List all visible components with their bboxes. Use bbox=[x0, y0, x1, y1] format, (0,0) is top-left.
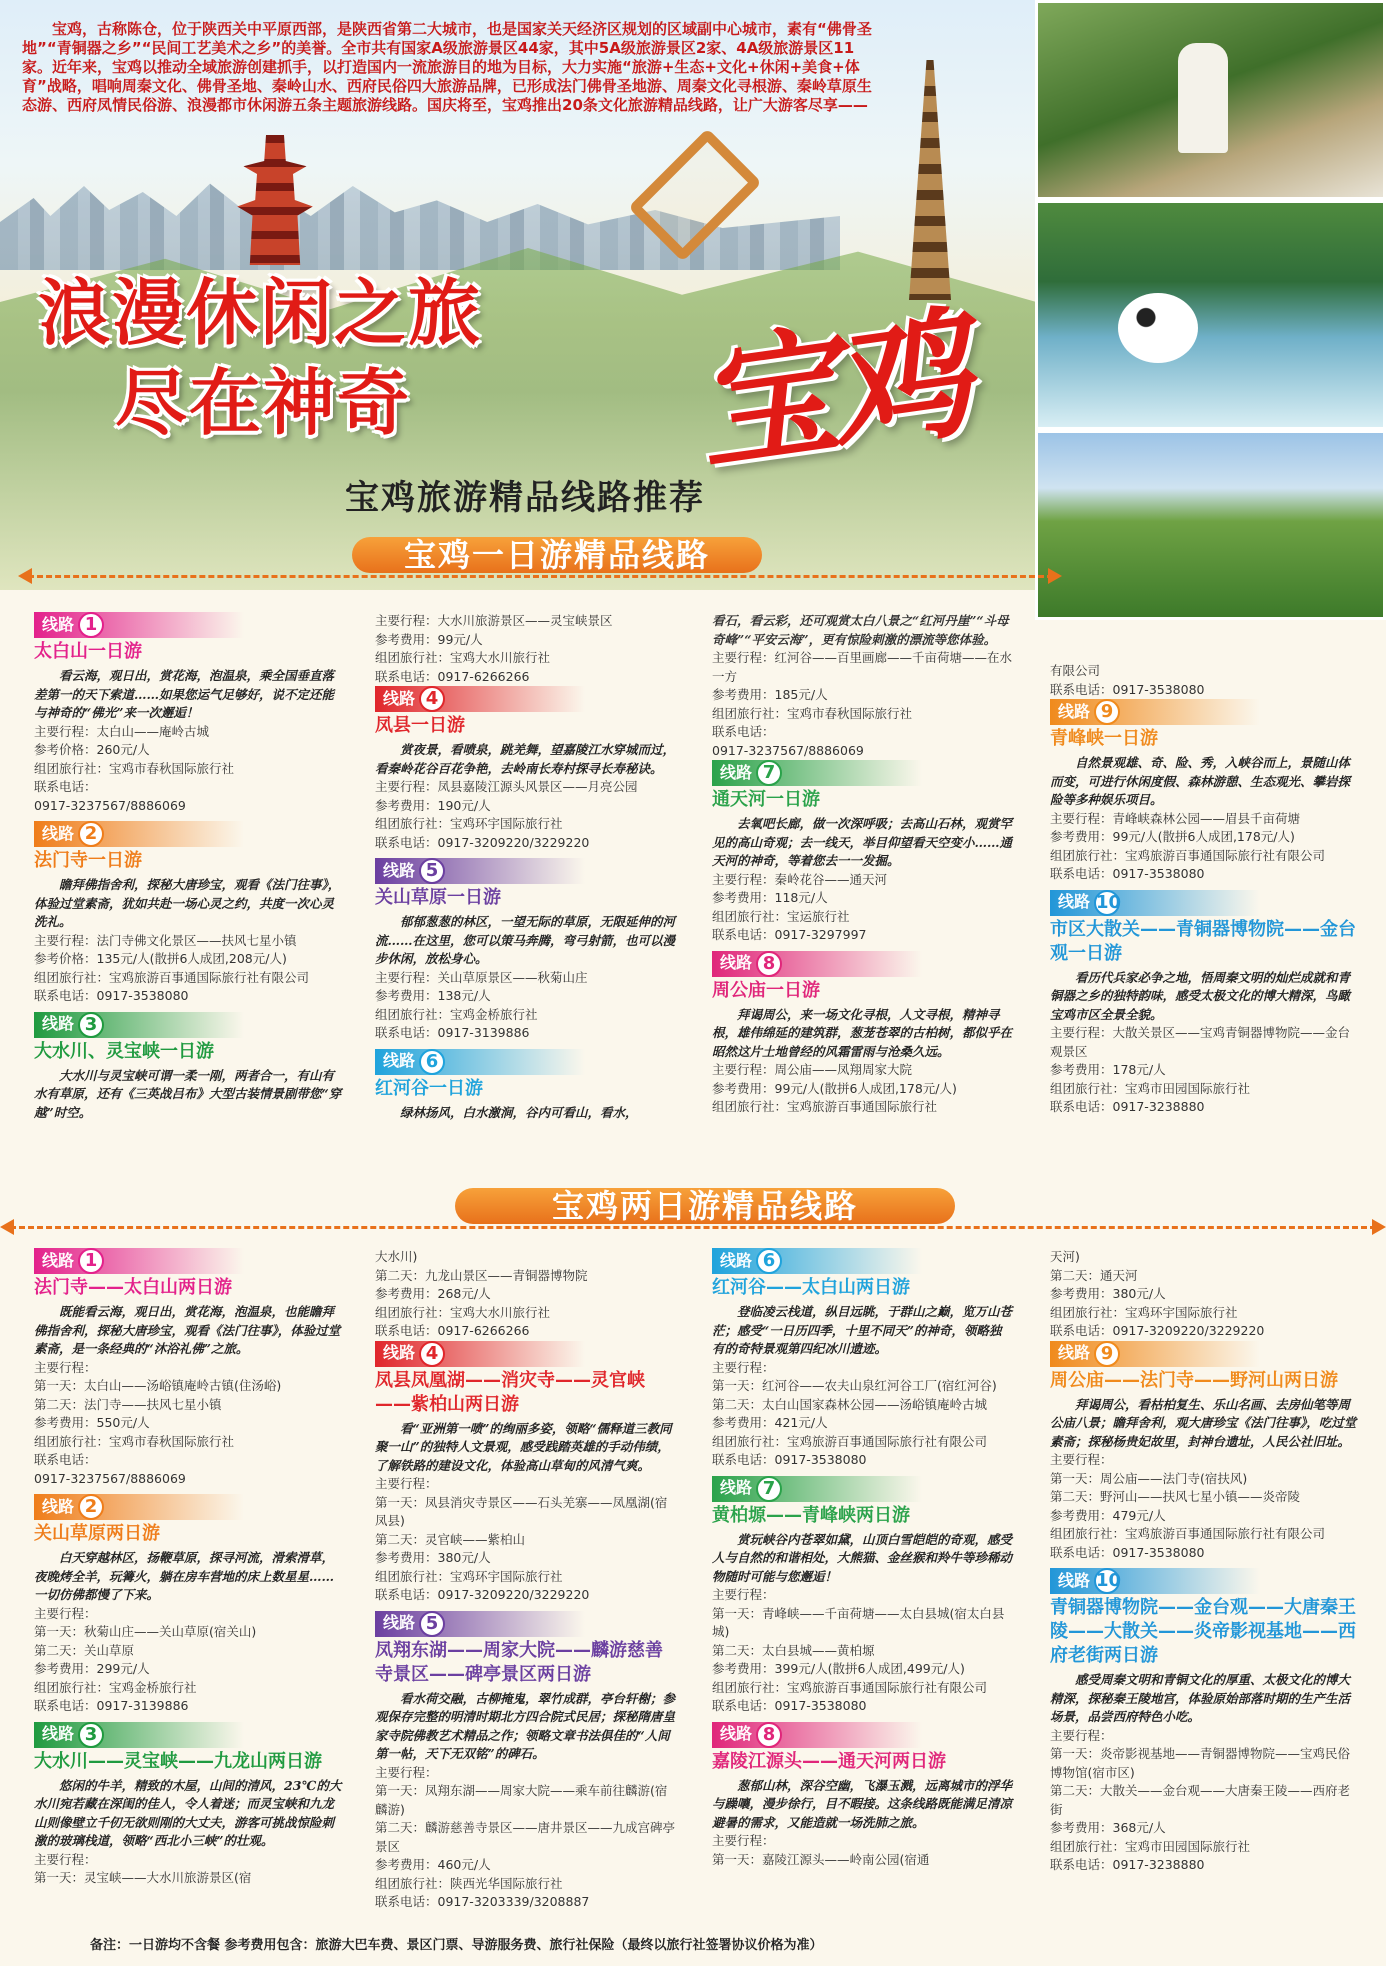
route-info-line: 主要行程： bbox=[1050, 1452, 1113, 1467]
arrow-left-icon bbox=[0, 1219, 14, 1235]
one-day-column-3 bbox=[712, 612, 1012, 1123]
route-info-line: 联系电话：0917-3209220/3229220 bbox=[375, 834, 590, 850]
route-badge bbox=[712, 1248, 922, 1274]
route-info-line: 第二天：灵官峡——紫柏山 bbox=[375, 1531, 526, 1547]
route-info-line: 组团旅行社：宝鸡旅游百事通国际旅行社有限公司 bbox=[712, 1433, 988, 1449]
grassland-photo bbox=[1035, 430, 1386, 620]
route-info-line: 联系电话：0917-3538080 bbox=[1050, 681, 1205, 697]
route-number: 5 bbox=[419, 1611, 445, 1637]
route-info-line: 主要行程：太白山——庵岭古城 bbox=[34, 723, 210, 739]
route-description: 绿林扬风，白水激涧，谷内可看山，看水， bbox=[400, 1104, 638, 1120]
divider-line bbox=[10, 1226, 1376, 1229]
route-title: 周公庙一日游 bbox=[712, 979, 820, 1001]
route-badge-label: 线路 bbox=[42, 1014, 75, 1034]
route-info-line: 主要行程：秦岭花谷——通天河 bbox=[712, 871, 888, 887]
route-info-line: 参考费用：380元/人 bbox=[1050, 1286, 1166, 1301]
route-title: 关山草原一日游 bbox=[375, 887, 501, 908]
route-info-line: 主要行程： bbox=[375, 1476, 438, 1491]
route-badge-label: 线路 bbox=[383, 1051, 416, 1071]
route-description: 赏玩峡谷内苍翠如黛，山顶白雪皑皑的奇观，感受人与自然的和谐相处，大熊猫、金丝猴和羚牛等珍稀动物随时可能与您邂逅！ bbox=[712, 1531, 1013, 1584]
two-day-column-2 bbox=[375, 1248, 675, 1918]
route-badge bbox=[375, 686, 585, 712]
route-badge-label: 线路 bbox=[720, 953, 753, 973]
route-info-line: 组团旅行社：宝鸡旅游百事通国际旅行社有限公司 bbox=[1050, 1526, 1326, 1541]
route-info-line: 主要行程：青峰峡森林公园——眉县千亩荷塘 bbox=[1050, 810, 1301, 826]
route-info-line: 参考费用：185元/人 bbox=[712, 687, 828, 702]
route-title: 市区大散关——青铜器博物院——金台观一日游 bbox=[1050, 918, 1356, 964]
route-info-line: 联系电话：0917-3139886 bbox=[34, 1698, 189, 1713]
route-info-line: 第二天：麟游慈善寺景区——唐井景区——九成宫碑亭景区 bbox=[375, 1820, 676, 1854]
route-badge-label: 线路 bbox=[42, 614, 75, 634]
route-card bbox=[34, 1248, 344, 1488]
two-day-column-3 bbox=[712, 1248, 1012, 1875]
route-title: 通天河一日游 bbox=[712, 789, 820, 810]
page-subtitle: 宝鸡旅游精品线路推荐 bbox=[345, 478, 705, 518]
route-info-line: 参考费用：368元/人 bbox=[1050, 1820, 1166, 1835]
route-info-line: 有限公司 bbox=[1050, 663, 1101, 678]
route-info-line: 0917-3237567/8886069 bbox=[34, 1470, 186, 1486]
route-title: 法门寺一日游 bbox=[34, 850, 142, 871]
route-description: 瞻拜佛指舍利，探秘大唐珍宝，观看《法门往事》，体验过堂素斋，犹如共赴一场心灵之约，共度一次心灵洗礼。 bbox=[34, 877, 341, 929]
route-description: 登临凌云栈道，纵目远眺，于群山之巅，览万山苍茫；感受“一日历四季，十里不同天”的神奇，领略独有的奇特景观第四纪冰川遗迹。 bbox=[712, 1304, 1013, 1356]
route-info-line: 第一天：凤翔东湖——周家大院——乘车前往麟游(宿麟游) bbox=[375, 1783, 668, 1817]
route-info-line: 组团旅行社：陕西光华国际旅行社 bbox=[375, 1875, 563, 1891]
route-card bbox=[375, 1049, 675, 1123]
route-number: 6 bbox=[756, 1248, 782, 1274]
route-badge bbox=[712, 760, 922, 786]
route-info-line: 组团旅行社：宝鸡市春秋国际旅行社 bbox=[34, 760, 235, 776]
route-badge-label: 线路 bbox=[720, 762, 753, 782]
route-info-line: 第二天：野河山——扶风七星小镇——炎帝陵 bbox=[1050, 1489, 1301, 1504]
route-info-line: 参考费用：380元/人 bbox=[375, 1550, 491, 1565]
route-badge-label: 线路 bbox=[720, 1478, 753, 1498]
arrow-right-icon bbox=[1372, 1219, 1386, 1235]
headline-line1: 浪漫休闲之旅 bbox=[38, 271, 483, 355]
route-description: 看水荷交融，古柳掩鬼，翠竹成群，亭台轩榭；参观保存完整的明清时期北方四合院式民居；探秘隋唐皇家寺院佛教艺术精品之作；领略文章书法俱佳的“人间第一帖，天下无双铭”的碑石。 bbox=[375, 1690, 676, 1761]
arrow-right-icon bbox=[1048, 568, 1062, 584]
route-info-line: 联系电话：0917-3203339/3208887 bbox=[375, 1894, 590, 1909]
route-badge-label: 线路 bbox=[383, 860, 416, 880]
route-card bbox=[712, 1476, 1012, 1716]
route-card bbox=[1050, 1568, 1360, 1875]
route-info-line: 组团旅行社：宝鸡环宇国际旅行社 bbox=[375, 1568, 563, 1584]
route-info-line: 组团旅行社：宝鸡市田园国际旅行社 bbox=[1050, 1838, 1251, 1854]
route-title: 大水川、灵宝峡一日游 bbox=[34, 1040, 214, 1062]
route-info-line: 0917-3237567/8886069 bbox=[34, 797, 186, 813]
route-number: 3 bbox=[78, 1722, 104, 1748]
route-info-line: 组团旅行社：宝鸡金桥旅行社 bbox=[34, 1679, 197, 1695]
route-badge-label: 线路 bbox=[720, 1250, 753, 1270]
route-badge bbox=[375, 858, 585, 884]
route-badge bbox=[375, 1341, 585, 1367]
route-info-line: 第一天：嘉陵江源头——岭南公园(宿通 bbox=[712, 1851, 930, 1867]
route-title: 青峰峡一日游 bbox=[1050, 728, 1158, 749]
route-info-line: 参考费用：99元/人(散拼6人成团,178元/人) bbox=[1050, 829, 1295, 844]
route-info-line: 联系电话：0917-3209220/3229220 bbox=[375, 1587, 590, 1602]
route-card bbox=[1050, 699, 1360, 884]
route-info-line: 第二天：九龙山景区——青铜器博物院 bbox=[375, 1267, 588, 1283]
route-card bbox=[712, 951, 1012, 1117]
route-info-line: 联系电话：0917-6266266 bbox=[375, 668, 530, 684]
route-badge bbox=[1050, 1568, 1260, 1594]
route-title: 凤翔东湖——周家大院——麟游慈善寺景区——碑亭景区两日游 bbox=[375, 1639, 663, 1685]
route-info-line: 参考价格：260元/人 bbox=[34, 742, 150, 757]
route-info-line: 参考费用：550元/人 bbox=[34, 1415, 150, 1430]
headline-city: 宝鸡 bbox=[686, 292, 975, 492]
route-description: 郁郁葱葱的林区，一望无际的草原，无限延伸的河流……在这里，您可以策马奔腾，弯弓射箭，也可以漫步休闲，放松身心。 bbox=[375, 914, 676, 966]
route-info-line: 第一天：炎帝影视基地——青铜器博物院——宝鸡民俗博物馆(宿市区) bbox=[1050, 1746, 1351, 1780]
route-info-line: 主要行程：凤县嘉陵江源头风景区——月亮公园 bbox=[375, 779, 638, 794]
route-description: 看“亚洲第一喷”的绚丽多姿，领略“儒释道三教同聚一山”的独特人文景观，感受践踏英雄的手动伟绩，了解铁路的建设文化，体验高山草甸的风清气爽。 bbox=[375, 1420, 672, 1473]
route-number: 8 bbox=[756, 951, 782, 977]
route-info-line: 联系电话：0917-3538080 bbox=[712, 1698, 867, 1713]
route-info-line: 主要行程： bbox=[712, 1359, 775, 1375]
route-info-line: 第一天：红河谷——农夫山泉红河谷工厂(宿红河谷) bbox=[712, 1378, 997, 1393]
route-badge-label: 线路 bbox=[383, 688, 416, 708]
route-info-line: 第一天：太白山——汤峪镇庵岭古镇(住汤峪) bbox=[34, 1378, 282, 1393]
route-info-line: 主要行程：大散关景区——宝鸡青铜器博物院——金台观景区 bbox=[1050, 1025, 1351, 1059]
route-info-line: 参考费用：99元/人(散拼6人成团,178元/人) bbox=[712, 1080, 957, 1096]
route-info-line: 参考费用：138元/人 bbox=[375, 988, 491, 1003]
route-info-line: 参考费用：268元/人 bbox=[375, 1286, 491, 1301]
route-info-line: 第一天：凤县消灾寺景区——石头羌寨——凤凰湖(宿凤县) bbox=[375, 1494, 668, 1528]
route-info-line: 第一天：青峰峡——千亩荷塘——太白县城(宿太白县城) bbox=[712, 1605, 1005, 1639]
route-number: 1 bbox=[78, 612, 104, 638]
route-info-line: 主要行程： bbox=[34, 1605, 97, 1621]
route-info-line: 参考价格：135元/人(散拼6人成团,208元/人) bbox=[34, 951, 287, 966]
route-info-line: 联系电话：0917-3238880 bbox=[1050, 1099, 1205, 1114]
route-title: 凤县凤凰湖——消灾寺——灵官峡——紫柏山两日游 bbox=[375, 1369, 645, 1415]
route-card bbox=[375, 858, 675, 1043]
route-description: 大水川与灵宝峡可谓一柔一刚，两者合一，有山有水有草原，还有《三英战吕布》大型古装情景剧带您“穿越”时空。 bbox=[34, 1067, 342, 1120]
footer-note: 备注：一日游均不含餐 参考费用包含：旅游大巴车费、景区门票、导游服务费、旅行社保险（最终以旅行社签署协议价格为准） bbox=[90, 1938, 823, 1953]
route-number: 3 bbox=[78, 1012, 104, 1038]
route-description-continued: 看石，看云彩，还可观赏太白八景之“红河丹崖”“斗母奇峰”“平安云海”，更有惊险刺激的漂流等您体验。 bbox=[712, 613, 1009, 647]
route-info-line: 组团旅行社：宝鸡环宇国际旅行社 bbox=[1050, 1304, 1238, 1320]
route-number: 2 bbox=[78, 1494, 104, 1520]
temple-statue-photo bbox=[1035, 0, 1386, 200]
two-day-column-4 bbox=[1050, 1248, 1360, 1881]
route-info-line: 0917-3237567/8886069 bbox=[712, 742, 864, 758]
route-number: 10 bbox=[1094, 1568, 1120, 1594]
route-info-line: 参考费用：479元/人 bbox=[1050, 1507, 1166, 1523]
route-info-line: 组团旅行社：宝鸡市田园国际旅行社 bbox=[1050, 1080, 1251, 1096]
route-number: 4 bbox=[419, 686, 445, 712]
route-badge bbox=[34, 612, 244, 638]
section-title-two-day: 宝鸡两日游精品线路 bbox=[455, 1188, 955, 1224]
route-info-line: 联系电话：0917-3297997 bbox=[712, 927, 867, 942]
route-info-line: 主要行程：大水川旅游景区——灵宝峡景区 bbox=[375, 613, 613, 628]
route-info-line: 第一天：灵宝峡——大水川旅游景区(宿 bbox=[34, 1870, 252, 1885]
route-description: 去氧吧长廊，做一次深呼吸；去高山石林，观赏罕见的高山奇观；去一线天，举目仰望看天空变小……通天河的神奇，等着您去一一发掘。 bbox=[712, 816, 1013, 868]
route-card bbox=[34, 1494, 344, 1716]
route-number: 5 bbox=[419, 858, 445, 884]
intro-paragraph: 宝鸡，古称陈仓，位于陕西关中平原西部，是陕西省第二大城市，也是国家关天经济区规划的区域副中心城市，素有“佛骨圣地”“青铜器之乡”“民间工艺美术之乡”的美誉。全市共有国家A级旅游景区44家，其中5A级旅游景区2家、4A级旅游景区11家。近年来，宝鸡以推动全域旅游创建抓手，以打造国内一流旅游目的地为目标，大力实施“旅游+生态+文化+休闲+美食+体育”战略，唱响周秦文化、佛骨圣地、秦岭山水、西府民俗四大旅游品牌，已形成法门佛骨圣地游、周秦文化寻根游、秦岭草原生态游、西府凤情民俗游、浪漫都市休闲游五条主题旅游线路。国庆将至，宝鸡推出20条文化旅游精品线路，让广大游客尽享—— bbox=[22, 20, 872, 114]
panda-river-photo bbox=[1035, 200, 1386, 430]
route-info-line: 主要行程： bbox=[712, 1587, 775, 1602]
route-description: 赏夜景，看喷泉，跳羌舞，望嘉陵江水穿城而过，看秦岭花谷百花争艳，去岭南长寿村探寻长寿秘诀。 bbox=[375, 742, 676, 776]
route-info-line: 参考费用：421元/人 bbox=[712, 1415, 828, 1430]
route-title: 大水川——灵宝峡——九龙山两日游 bbox=[34, 1750, 322, 1772]
route-badge-label: 线路 bbox=[1058, 1343, 1091, 1363]
route-number: 7 bbox=[756, 1476, 782, 1502]
route-title: 凤县一日游 bbox=[375, 715, 465, 736]
route-card bbox=[34, 1012, 344, 1123]
route-title: 红河谷——太白山两日游 bbox=[712, 1277, 910, 1298]
route-info-line: 联系电话：0917-3538080 bbox=[712, 1452, 867, 1467]
route-info-line: 第二天：关山草原 bbox=[34, 1642, 135, 1658]
route-card bbox=[34, 1722, 344, 1888]
route-number: 10 bbox=[1094, 890, 1120, 916]
route-description: 既能看云海，观日出，赏花海，泡温泉，也能瞻拜佛指舍利，探秘大唐珍宝，观看《法门往事》，体验过堂素斋，是一条经典的“沐浴礼佛”之旅。 bbox=[34, 1304, 341, 1356]
route-info-line: 联系电话：0917-6266266 bbox=[375, 1323, 530, 1338]
route-info-line: 组团旅行社：宝鸡旅游百事通国际旅行社有限公司 bbox=[712, 1679, 988, 1695]
route-info-line: 第二天：大散关——金台观——大唐秦王陵——西府老街 bbox=[1050, 1783, 1351, 1817]
route-info-line: 组团旅行社：宝鸡旅游百事通国际旅行社有限公司 bbox=[1050, 847, 1326, 863]
arrow-left-icon bbox=[18, 568, 32, 584]
route-info-line: 参考费用：190元/人 bbox=[375, 797, 491, 813]
route-info-line: 联系电话：0917-3538080 bbox=[34, 988, 189, 1003]
route-info-line: 第一天：周公庙——法门寺(宿扶风) bbox=[1050, 1470, 1248, 1486]
route-badge-label: 线路 bbox=[42, 1250, 75, 1270]
route-card bbox=[712, 760, 1012, 945]
route-title: 周公庙——法门寺——野河山两日游 bbox=[1050, 1369, 1338, 1391]
route-info-line: 组团旅行社：宝运旅行社 bbox=[712, 908, 850, 924]
route-description: 悠闲的牛羊，精致的木屋，山间的清风，23℃的大水川宛若藏在深闺的佳人，令人着迷；而灵宝峡和九龙山则像壁立千仞无欲则刚的大丈夫，游客可挑战惊险刺激的玻璃栈道，领略“西北小三峡”的壮观。 bbox=[34, 1777, 342, 1848]
route-info-line: 主要行程：红河谷——百里画廊——千亩荷塘——在水一方 bbox=[712, 650, 1013, 684]
route-info-line: 联系电话： bbox=[34, 779, 97, 794]
route-info-line: 主要行程：关山草原景区——秋菊山庄 bbox=[375, 969, 588, 985]
route-info-line: 主要行程：法门寺佛文化景区——扶风七星小镇 bbox=[34, 932, 297, 948]
two-day-column-1 bbox=[34, 1248, 344, 1894]
route-number: 4 bbox=[419, 1341, 445, 1367]
route-card bbox=[375, 686, 675, 852]
route-info-line: 主要行程：周公庙——凤翔周家大院 bbox=[712, 1062, 913, 1077]
route-info-line: 组团旅行社：宝鸡旅游百事通国际旅行社 bbox=[712, 1099, 938, 1114]
route-badge bbox=[34, 1494, 244, 1520]
one-day-column-1 bbox=[34, 612, 344, 1128]
route-badge bbox=[375, 1611, 585, 1637]
route-card bbox=[375, 1611, 675, 1912]
route-badge bbox=[34, 821, 244, 847]
route-info-line: 参考费用：299元/人 bbox=[34, 1661, 150, 1676]
route-description: 拜谒周公，看枯柏复生、乐山名画、去房仙笔等周公庙八景；瞻拜舍利，观大唐珍宝《法门往事》，吃过堂素斋；探秘杨贵妃故里，封神台遗址，人民公社旧址。 bbox=[1050, 1396, 1357, 1449]
route-badge bbox=[712, 1476, 922, 1502]
route-info-line: 联系电话： bbox=[34, 1452, 97, 1467]
route-number: 6 bbox=[419, 1049, 445, 1075]
route-badge bbox=[712, 1722, 922, 1748]
route-info-line: 第一天：秋菊山庄——关山草原(宿关山) bbox=[34, 1624, 257, 1639]
route-card bbox=[712, 1248, 1012, 1470]
route-number: 9 bbox=[1094, 699, 1120, 725]
route-info-line: 主要行程： bbox=[712, 1833, 775, 1848]
route-number: 9 bbox=[1094, 1341, 1120, 1367]
route-info-line: 参考费用：118元/人 bbox=[712, 890, 828, 905]
one-day-column-2 bbox=[375, 612, 675, 1128]
route-badge-label: 线路 bbox=[720, 1724, 753, 1744]
headline-line2: 尽在神奇 bbox=[115, 361, 412, 445]
route-info-line: 联系电话：0917-3209220/3229220 bbox=[1050, 1323, 1265, 1338]
one-day-column-4 bbox=[1050, 662, 1360, 1123]
route-info-line: 组团旅行社：宝鸡金桥旅行社 bbox=[375, 1006, 538, 1022]
route-info-line: 第二天：法门寺——扶风七星小镇 bbox=[34, 1396, 222, 1412]
route-badge bbox=[1050, 890, 1260, 916]
route-info-line: 第二天：太白县城——黄柏塬 bbox=[712, 1642, 875, 1658]
route-info-line: 联系电话：0917-3538080 bbox=[1050, 1544, 1205, 1560]
route-badge bbox=[34, 1248, 244, 1274]
route-description: 自然景观雄、奇、险、秀，入峡谷而上，景随山体而变，可进行休闲度假、森林游憩、生态观光、攀岩探险等多种娱乐项目。 bbox=[1050, 755, 1351, 807]
route-number: 1 bbox=[78, 1248, 104, 1274]
route-info-line: 组团旅行社：宝鸡旅游百事通国际旅行社有限公司 bbox=[34, 969, 310, 985]
route-badge bbox=[1050, 699, 1260, 725]
route-info-line: 主要行程： bbox=[34, 1359, 97, 1375]
route-info-line: 第二天：太白山国家森林公园——汤峪镇庵岭古城 bbox=[712, 1396, 988, 1412]
route-title: 青铜器博物院——金台观——大唐秦王陵——大散关——炎帝影视基地——西府老街两日游 bbox=[1050, 1597, 1356, 1666]
route-number: 7 bbox=[756, 760, 782, 786]
route-title: 嘉陵江源头——通天河两日游 bbox=[712, 1750, 946, 1772]
route-info-line: 组团旅行社：宝鸡环宇国际旅行社 bbox=[375, 816, 563, 831]
route-description: 白天穿越林区，扬鞭草原，探寻河流，滑索滑草，夜晚烤全羊，玩篝火，躺在房车营地的床上数星星……一切仿佛都慢了下来。 bbox=[34, 1550, 335, 1602]
route-badge bbox=[34, 1722, 244, 1748]
route-badge bbox=[375, 1049, 585, 1075]
route-badge-label: 线路 bbox=[383, 1343, 416, 1363]
route-info-line: 主要行程： bbox=[375, 1764, 438, 1780]
route-card bbox=[34, 612, 344, 815]
route-number: 8 bbox=[756, 1722, 782, 1748]
route-badge-label: 线路 bbox=[383, 1613, 416, 1633]
route-description: 感受周秦文明和青铜文化的厚重、太极文化的博大精深，探秘秦王陵地宫，体验原始部落时期的生产生活场景，品尝西府特色小吃。 bbox=[1050, 1672, 1351, 1724]
route-info-line: 联系电话： bbox=[712, 724, 775, 739]
divider-line bbox=[28, 575, 1053, 578]
route-card bbox=[1050, 890, 1360, 1117]
route-number: 2 bbox=[78, 821, 104, 847]
route-card bbox=[1050, 1341, 1360, 1563]
route-title: 黄柏塬——青峰峡两日游 bbox=[712, 1504, 910, 1526]
route-title: 关山草原两日游 bbox=[34, 1523, 160, 1544]
route-badge bbox=[34, 1012, 244, 1038]
route-info-line: 组团旅行社：宝鸡大水川旅行社 bbox=[375, 1304, 551, 1320]
route-badge bbox=[1050, 1341, 1260, 1367]
route-info-line: 第二天：通天河 bbox=[1050, 1267, 1138, 1283]
route-description: 看历代兵家必争之地，悟周秦文明的灿烂成就和青铜器之乡的独特韵味，感受太极文化的博大精深，鸟瞰宝鸡市区全景全貌。 bbox=[1050, 969, 1351, 1022]
route-card bbox=[34, 821, 344, 1006]
route-info-line: 参考费用：399元/人(散拼6人成团,499元/人) bbox=[712, 1661, 965, 1676]
route-badge bbox=[712, 951, 922, 977]
route-title: 红河谷一日游 bbox=[375, 1077, 483, 1099]
route-badge-label: 线路 bbox=[42, 823, 75, 843]
route-info-line: 组团旅行社：宝鸡大水川旅行社 bbox=[375, 650, 551, 665]
route-info-line: 联系电话：0917-3139886 bbox=[375, 1025, 530, 1040]
route-badge-label: 线路 bbox=[1058, 892, 1091, 912]
route-badge-label: 线路 bbox=[42, 1496, 75, 1516]
route-badge-label: 线路 bbox=[1058, 1570, 1091, 1590]
route-info-line: 参考费用：99元/人 bbox=[375, 631, 483, 647]
route-info-line: 大水川) bbox=[375, 1249, 418, 1264]
route-info-line: 参考费用：460元/人 bbox=[375, 1857, 491, 1872]
route-title: 太白山一日游 bbox=[34, 641, 142, 662]
route-card bbox=[712, 1722, 1012, 1870]
route-info-line: 天河) bbox=[1050, 1249, 1080, 1264]
route-title: 法门寺——太白山两日游 bbox=[34, 1277, 232, 1298]
route-description: 拜谒周公，来一场文化寻根，人文寻根，精神寻根，雄伟绵延的建筑群，葱茏苍翠的古柏树，都似乎在昭然这片土地曾经的风霜雷雨与沧桑久远。 bbox=[712, 1006, 1013, 1059]
route-info-line: 组团旅行社：宝鸡市春秋国际旅行社 bbox=[712, 705, 913, 721]
route-info-line: 参考费用：178元/人 bbox=[1050, 1062, 1166, 1077]
section-title-one-day: 宝鸡一日游精品线路 bbox=[352, 537, 762, 573]
route-info-line: 组团旅行社：宝鸡市春秋国际旅行社 bbox=[34, 1433, 235, 1449]
route-badge-label: 线路 bbox=[1058, 701, 1091, 721]
route-description: 葱郁山林，深谷空幽，飞瀑玉溅，远离城市的浮华与躁嚷，漫步徐行，目不暇接。这条线路既能满足清凉避暑的需求，又能造就一场洗肺之旅。 bbox=[712, 1777, 1013, 1830]
route-card bbox=[375, 1341, 675, 1605]
route-info-line: 联系电话：0917-3538080 bbox=[1050, 866, 1205, 881]
route-info-line: 联系电话：0917-3238880 bbox=[1050, 1857, 1205, 1872]
route-description: 看云海，观日出，赏花海，泡温泉，乘全国垂直落差第一的天下索道……如果您运气足够好，说不定还能与神奇的“佛光”来一次邂逅！ bbox=[34, 668, 335, 720]
route-info-line: 主要行程： bbox=[34, 1851, 97, 1867]
route-badge-label: 线路 bbox=[42, 1724, 75, 1744]
route-info-line: 主要行程： bbox=[1050, 1727, 1113, 1743]
photo-strip bbox=[1035, 0, 1386, 620]
